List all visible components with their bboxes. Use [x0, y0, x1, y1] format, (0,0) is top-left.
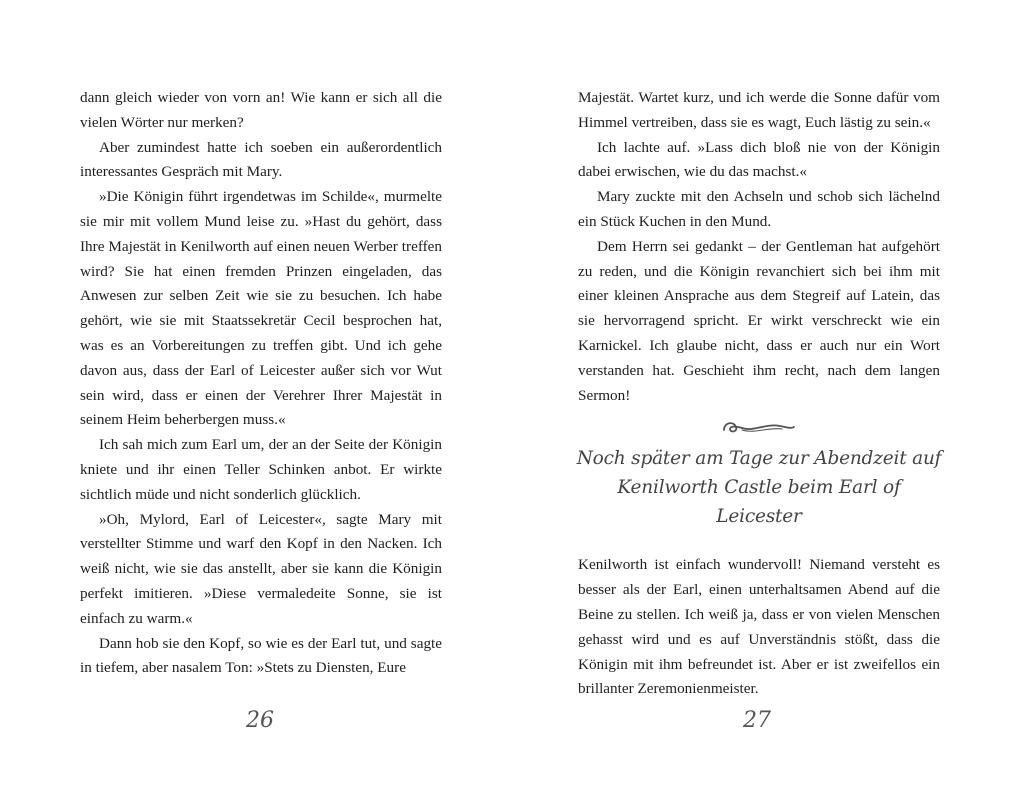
flourish-ornament-icon [720, 418, 798, 436]
left-paragraph-3: »Die Königin führt irgendetwas im Schilde«, murmelte sie mir mit vollem Mund leise zu. »Hast du gehört, dass Ihre Majestät in Kenilworth auf einen neuen Werber treffen wird? Sie hat einen fremden Prinzen eingeladen, das Anwesen zur selben Zeit wie sie zu besuchen. Ich habe gehört, wie sie mit Staatssekretär Cecil besprochen hat, was es an Vorbereitungen zu treffen gibt. Und ich gehe davon aus, dass der Earl of Leicester außer sich vor Wut sein wird, dass er einen der Verehrer Ihrer Majestät in seinem Heim beherbergen muss.« [80, 188, 442, 429]
page-number-right: 27 [743, 708, 771, 733]
right-paragraph-2: Ich lachte auf. »Lass dich bloß nie von der Königin dabei erwischen, wie du das machst.« [578, 138, 940, 181]
left-paragraph-2: Aber zumindest hatte ich soeben ein außerordentlich interessantes Gespräch mit Mary. [80, 138, 442, 181]
left-paragraph-6: Dann hob sie den Kopf, so wie es der Earl tut, und sagte in tiefem, aber nasalem Ton: »Stets zu Diensten, Eure [80, 634, 442, 677]
right-paragraph-4: Dem Herrn sei gedankt – der Gentleman hat aufgehört zu reden, und die Königin revanchiert sich bei ihm mit einer kleinen Ansprache aus dem Stegreif auf Latein, das sie hervorragend spricht. Er wirkt verschreckt wie ein Karnickel. Ich glaube nicht, dass er auch nur ein Wort verstanden hat. Geschieht ihm recht, nach dem langen Sermon! [578, 237, 940, 404]
left-paragraph-5: »Oh, Mylord, Earl of Leicester«, sagte Mary mit verstellter Stimme und warf den Kopf in den Nacken. Ich weiß nicht, wie sie das anstellt, aber sie kann die Königin perfekt imitieren. »Diese vermaledeite Sonne, sie ist einfach zu warm.« [80, 510, 442, 627]
chapter-heading [572, 444, 946, 531]
right-page [578, 86, 940, 702]
right-paragraph-3: Mary zuckte mit den Achseln und schob sich lächelnd ein Stück Kuchen in den Mund. [578, 188, 940, 230]
heading-line-2: Kenilworth Castle beim Earl of Leicester [617, 477, 901, 528]
left-paragraph-4: Ich sah mich zum Earl um, der an der Seite der Königin kniete und ihr einen Teller Schinken anbot. Er wirkte sichtlich müde und nicht sonderlich glücklich. [80, 436, 442, 503]
heading-line-1: Noch später am Tage zur Abendzeit auf [576, 448, 942, 470]
right-paragraph-5: Kenilworth ist einfach wundervoll! Niemand versteht es besser als der Earl, einen unterhaltsamen Abend auf die Beine zu stellen. Ich weiß ja, dass er von vielen Menschen gehasst wird und es auf Unverständnis stößt, dass die Königin mit ihm befreundet ist. Aber er ist zweifellos ein brillanter Zeremonienmeister. [578, 556, 940, 698]
right-paragraph-1: Majestät. Wartet kurz, und ich werde die Sonne dafür vom Himmel vertreiben, dass sie es wagt, Euch lästig zu sein.« [578, 89, 940, 131]
left-page [80, 86, 442, 681]
page-number-left: 26 [246, 708, 274, 733]
left-paragraph-1: dann gleich wieder von vorn an! Wie kann er sich all die vielen Wörter nur merken? [80, 89, 442, 131]
